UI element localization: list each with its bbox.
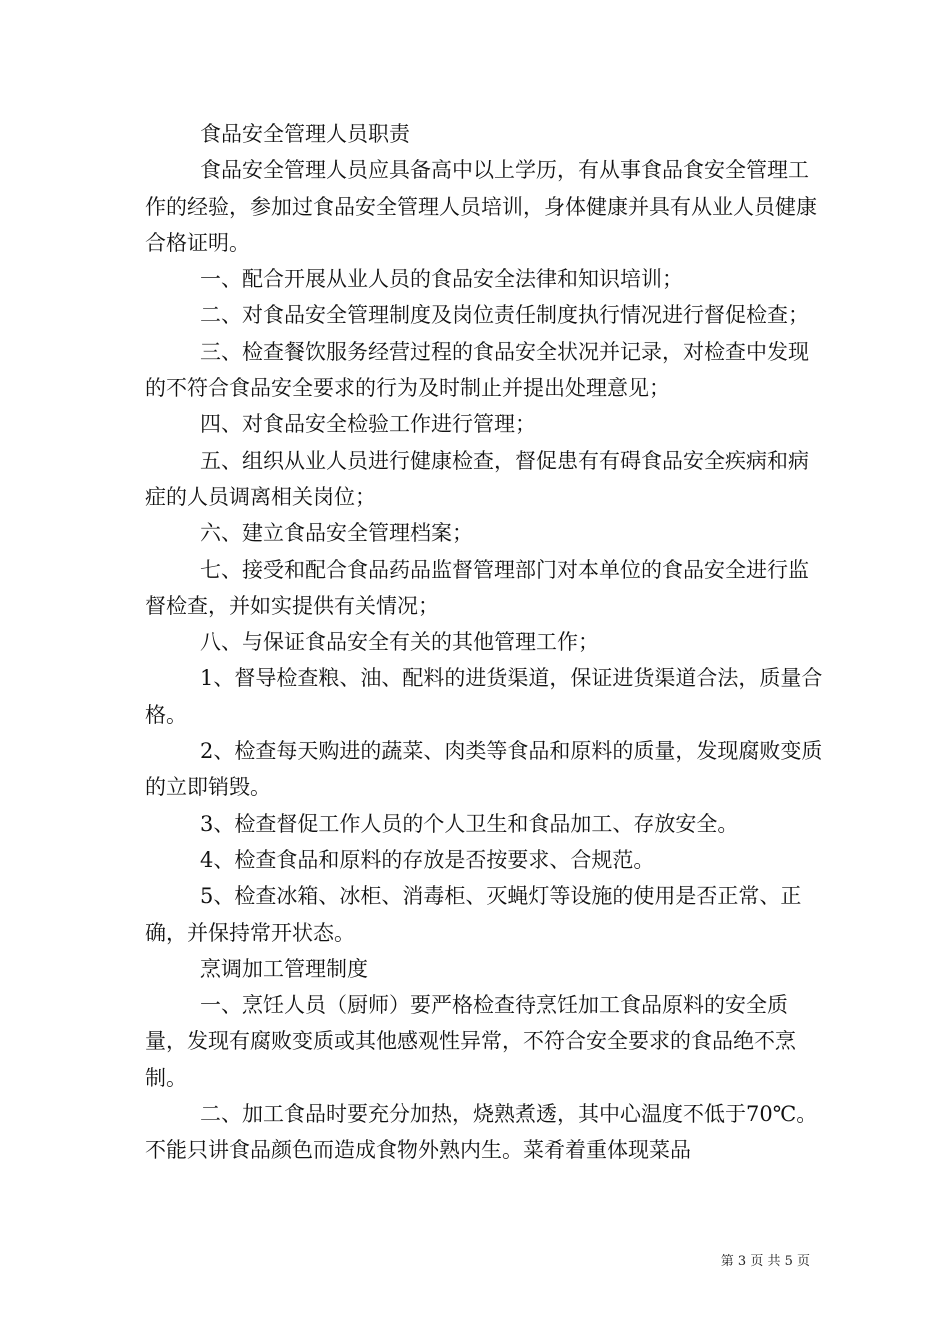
section-title: 食品安全管理人员职责 — [200, 122, 410, 146]
paragraph: 八、与保证食品安全有关的其他管理工作； — [200, 630, 599, 655]
paragraph: 三、检查餐饮服务经营过程的食品安全状况并记录，对检查中发现的不符合食品安全要求的行为及时制止并提出处理意见； — [145, 339, 809, 401]
paragraph: 一、烹饪人员（厨师）要严格检查待烹饪加工食品原料的安全质量，发现有腐败变质或其他感观性异常，不符合安全要求的食品绝不烹制。 — [145, 993, 796, 1090]
page-number: 第 3 页 共 5 页 — [720, 1254, 810, 1269]
paragraph: 5、检查冰箱、冰柜、消毒柜、灭蝇灯等设施的使用是否正常、正确，并保持常开状态。 — [145, 884, 802, 945]
paragraph: 五、组织从业人员进行健康检查，督促患有有碍食品安全疾病和病症的人员调离相关岗位； — [145, 448, 809, 509]
section-title: 烹调加工管理制度 — [200, 956, 368, 981]
paragraph: 1、督导检查粮、油、配料的进货渠道，保证进货渠道合法，质量合格。 — [145, 666, 823, 727]
paragraph: 2、检查每天购进的蔬菜、肉类等食品和原料的质量，发现腐败变质的立即销毁。 — [145, 739, 823, 800]
paragraph: 食品安全管理人员应具备高中以上学历，有从事食品食安全管理工作的经验，参加过食品安全管理人员培训，身体健康并具有从业人员健康合格证明。 — [145, 158, 817, 255]
paragraph: 六、建立食品安全管理档案； — [200, 521, 473, 546]
paragraph: 4、检查食品和原料的存放是否按要求、合规范。 — [200, 847, 655, 872]
paragraph: 四、对食品安全检验工作进行管理； — [200, 412, 536, 437]
document-body — [145, 116, 825, 1169]
paragraph: 二、加工食品时要充分加热，烧熟煮透，其中心温度不低于70℃。不能只讲食品颜色而造成食物外熟内生。菜肴着重体现菜品 — [145, 1102, 818, 1163]
paragraph: 二、对食品安全管理制度及岗位责任制度执行情况进行督促检查； — [200, 303, 809, 328]
paragraph: 3、检查督促工作人员的个人卫生和食品加工、存放安全。 — [200, 811, 739, 836]
paragraph: 一、配合开展从业人员的食品安全法律和知识培训； — [200, 267, 683, 292]
paragraph: 七、接受和配合食品药品监督管理部门对本单位的食品安全进行监督检查，并如实提供有关情况； — [145, 557, 809, 618]
